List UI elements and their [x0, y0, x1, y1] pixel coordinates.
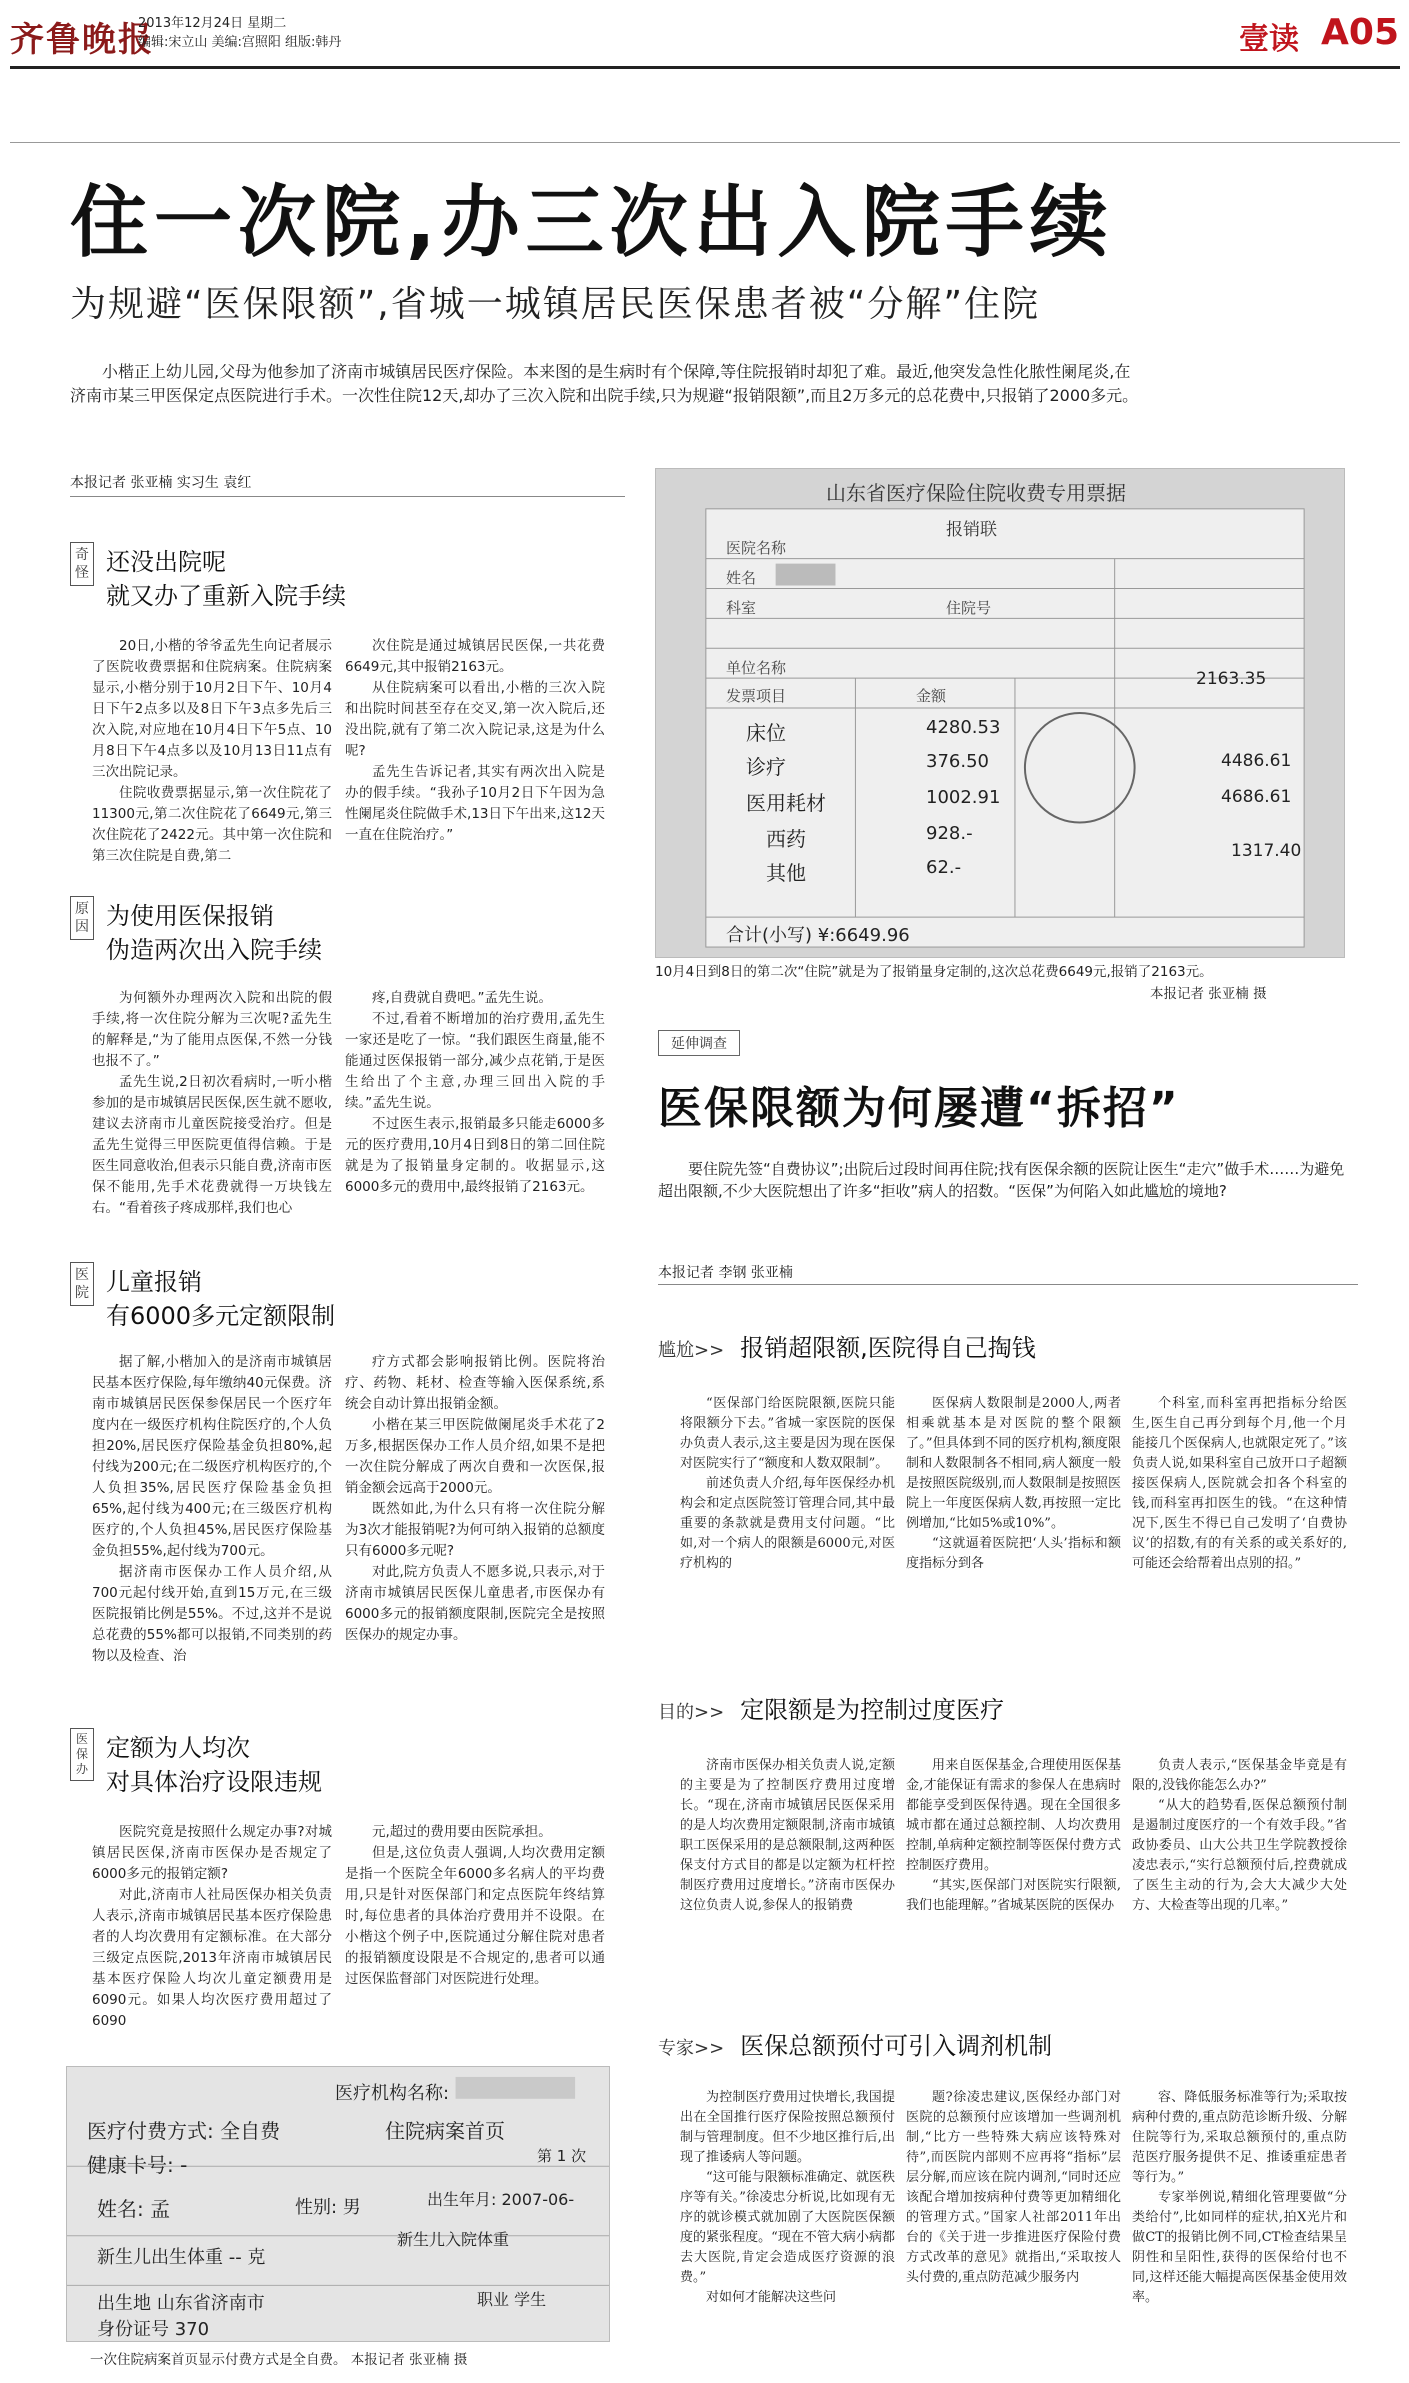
byline-left: 本报记者 张亚楠 实习生 袁红 — [70, 475, 252, 491]
receipt-item: 床位 — [746, 721, 786, 745]
subhead-tag: 医保办 — [70, 1728, 94, 1781]
paragraph: “其实,医保部门对医院实行限额,我们也能理解。”省城某医院的医保办 — [906, 1878, 1121, 1913]
record-field: 住院病案首页 — [385, 2119, 505, 2143]
paragraph: 医保病人数限制是2000人,两者相乘就基本是对医院的整个限额了。”但具体到不同的医疗机构,额度限制和人数限制各不相同,病人额度一般是按照医院级别,而人数限制是按照医院上一年度医保病人数,再按照一定比例增加,“比如5%或10%”。 — [906, 1396, 1121, 1531]
photo-credit: 本报记者 张亚楠 摄 — [1150, 986, 1267, 1002]
paragraph: 用来自医保基金,合理使用医保基金,才能保证有需求的参保人在患病时都能享受到医保待遇。现在全国很多城市都在通过总额控制、人均次费用控制,单病种定额控制等医保付费方式控制医疗费用。 — [906, 1758, 1121, 1873]
paragraph: 医院究竟是按照什么规定办事?对城镇居民医保,济南市医保办是否规定了6000多元的报销定额? — [92, 1824, 332, 1882]
paragraph: 对如何才能解决这些问 — [706, 2290, 837, 2305]
paragraph: “从大的趋势看,医保总额预付制是遏制过度医疗的一个有效手段。”省政协委员、山大公共卫生学院教授徐凌忠表示,“实行总额预付后,控费就成了医生主动的行为,会大大减少大处方、大检查等出现的几率。” — [1132, 1798, 1347, 1913]
receipt-photo — [655, 468, 1345, 958]
receipt-field: 住院号 — [946, 599, 992, 617]
receipt-field: 单位名称 — [726, 659, 787, 677]
receipt-item: 西药 — [766, 827, 806, 851]
body-column — [1132, 1394, 1347, 1654]
paragraph: 个科室,而科室再把指标分给医生,医生自己再分到每个月,他一个月能接几个医保病人,也就限定死了。”该负责人说,如果科室自己放开口子超额接医保病人,医院就会扣各个科室的钱,而科室再扣医生的钱。“在这种情况下,医生不得已自己发明了‘自费协议’的招数,有的有关系的或关系好的,可能还会给帮着出点别的招。” — [1132, 1396, 1347, 1571]
section-name: 壹读 — [1239, 22, 1299, 57]
body-column — [92, 1352, 332, 1722]
record-field: 第 1 次 — [537, 2147, 587, 2165]
body-column — [680, 1756, 895, 1996]
body-column — [92, 988, 332, 1248]
receipt-field: 科室 — [726, 599, 757, 617]
section-label: 专家>> — [658, 2038, 725, 2059]
paragraph: 不过,看着不断增加的治疗费用,孟先生一家还是吃了一惊。“我们跟医生商量,能不能通过医保报销一部分,减少点花销,于是医生给出了个主意,办理三回出入院的手续。”孟先生说。 — [345, 1011, 605, 1111]
paragraph: “医保部门给医院限额,医院只能将限额分下去。”省城一家医院的医保办负责人表示,这主要是因为现在医保对医院实行了“额度和人数双限制”。 — [680, 1396, 895, 1471]
subhead-line2: 就又办了重新入院手续 — [106, 582, 346, 610]
medical-record-photo — [66, 2066, 610, 2342]
record-field: 医疗付费方式: 全自费 — [87, 2119, 281, 2143]
story-headline: 医保限额为何屡遭“拆招” — [658, 1083, 1180, 1134]
byline-rule — [70, 496, 625, 497]
issue-meta — [138, 14, 341, 52]
paragraph: 次住院是通过城镇居民医保,一共花费6649元,其中报销2163元。 — [345, 638, 605, 675]
section-heading-2 — [658, 1690, 1004, 1725]
receipt-amount: 376.50 — [926, 751, 989, 772]
receipt-title: 山东省医疗保险住院收费专用票据 — [826, 481, 1126, 505]
record-field: 职业 学生 — [477, 2290, 547, 2309]
paragraph: 20日,小楷的爷爷孟先生向记者展示了医院收费票据和住院病案。住院病案显示,小楷分别于10月2日下午、10月4日下午2点多以及8日下午3点多先后三次入院,对应地在10月4日下午5点、10月8日下午4点多以及10月13日11点有三次出院记录。 — [92, 638, 332, 780]
byline-rule — [658, 1284, 1358, 1285]
record-field: 出生年月: 2007-06- — [427, 2190, 575, 2209]
paragraph: 据了解,小楷加入的是济南市城镇居民基本医疗保险,每年缴纳40元保费。济南市城镇居民医保参保居民一个医疗年度内在一级医疗机构住院医疗的,个人负担20%,居民医疗保险基金负担80%,起付线为200元;在二级医疗机构医疗的,个人负担35%,居民医疗保险基金负担65%,起付线为400元;在三级医疗机构医疗的,个人负担45%,居民医疗保险基金负担55%,起付线为700元。 — [92, 1354, 332, 1559]
paragraph: 负责人表示,“医保基金毕竟是有限的,没钱你能怎么办?” — [1132, 1758, 1347, 1793]
paragraph: 从住院病案可以看出,小楷的三次入院和出院时间甚至存在交叉,第一次入院后,还没出院,就有了第二次入院记录,这是为什么呢? — [345, 680, 605, 759]
story-lead: 要住院先签“自费协议”;出院后过段时间再住院;找有医保余额的医院让医生“走穴”做手术……为避免超出限额,不少大医院想出了许多“拒收”病人的招数。“医保”为何陷入如此尴尬的境地? — [658, 1160, 1345, 1200]
receipt-subtitle: 报销联 — [946, 520, 997, 540]
body-column — [1132, 2088, 1347, 2378]
receipt-field: 医院名称 — [726, 539, 787, 557]
record-field: 新生儿入院体重 — [397, 2230, 510, 2249]
body-column — [906, 2088, 1121, 2378]
record-field: 性别: 男 — [295, 2197, 361, 2218]
receipt-field: 金额 — [916, 687, 947, 705]
paragraph: “这就逼着医院把‘人头’指标和额度指标分到各 — [906, 1536, 1121, 1571]
paragraph: 不过医生表示,报销最多只能走6000多元的医疗费用,10月4日到8日的第二回住院就是为了报销量身定制的。收据显示,这6000多元的费用中,最终报销了2163元。 — [345, 1116, 605, 1195]
subhead-line1: 定额为人均次 — [106, 1734, 250, 1762]
record-field: 新生儿出生体重 -- 克 — [97, 2247, 266, 2268]
body-column — [906, 1756, 1121, 1996]
receipt-item: 医用耗材 — [746, 791, 826, 815]
paragraph: 题?徐凌忠建议,医保经办部门对医院的总额预付应该增加一些调剂机制,“比方一些特殊大病应该特殊对待”,而医院内部则不应再将“指标”层层分解,而应该在院内调剂,“同时还应该配合增加按病种付费等更加精细化的管理方式。”国家人社部2011年出台的《关于进一步推进医疗保险付费方式改革的意见》就指出,“采取按人头付费的,重点防范减少服务内 — [906, 2090, 1121, 2285]
receipt-amount: 4486.61 — [1221, 751, 1292, 771]
paragraph: 住院收费票据显示,第一次住院花了11300元,第二次住院花了6649元,第三次住院花了2422元。其中第一次住院和第三次住院是自费,第二 — [92, 785, 332, 864]
body-column — [92, 636, 332, 886]
receipt-field: 发票项目 — [726, 687, 787, 705]
subhead-tag: 原因 — [70, 896, 94, 940]
paragraph: 对此,院方负责人不愿多说,只表示,对于济南市城镇居民医保儿童患者,市医保办有6000多元的报销额度限制,医院完全是按照医保办的规定办事。 — [345, 1564, 605, 1643]
masthead-rule — [10, 66, 1400, 69]
paragraph: 小楷在某三甲医院做阑尾炎手术花了2万多,根据医保办工作人员介绍,如果不是把一次住院分解成了两次自费和一次医保,报销金额会远高于2000元。 — [345, 1417, 605, 1496]
paragraph: 对此,济南市人社局医保办相关负责人表示,济南市城镇居民基本医疗保险患者的人均次费用有定额标准。在大部分三级定点医院,2013年济南市城镇居民基本医疗保险人均次儿童定额费用是6090元。如果人均次医疗费用超过了6090 — [92, 1887, 332, 2029]
receipt-amount: 2163.35 — [1196, 669, 1267, 689]
section-heading-3 — [658, 2026, 1052, 2061]
section-text: 医保总额预付可引入调剂机制 — [740, 2032, 1053, 2060]
body-column — [1132, 1756, 1347, 1996]
receipt-total: 合计(小写) ¥:6649.96 — [726, 925, 910, 946]
masthead-rule-thin — [10, 142, 1400, 143]
section-text: 定限额是为控制过度医疗 — [740, 1696, 1005, 1724]
page-number: A05 — [1321, 12, 1399, 53]
paragraph: 疼,自费就自费吧。”孟先生说。 — [372, 990, 553, 1006]
paragraph: 据济南市医保办工作人员介绍,从700元起付线开始,直到15万元,在三级医院报销比例是55%。不过,这并不是说总花费的55%都可以报销,不同类别的药物以及检查、治 — [92, 1564, 332, 1664]
paragraph: 专家举例说,精细化管理要做“分类给付”,比如同样的症状,拍X光片和做CT的报销比例不同,CT检查结果呈阴性和呈阳性,获得的医保给付也不同,这样还能大幅提高医保基金使用效率。 — [1132, 2190, 1347, 2305]
record-field: 出生地 山东省济南市 — [97, 2293, 265, 2314]
body-column — [345, 988, 605, 1248]
subhead-line2: 伪造两次出入院手续 — [106, 936, 322, 964]
section-text: 报销超限额,医院得自己掏钱 — [740, 1334, 1036, 1362]
paragraph: 既然如此,为什么只有将一次住院分解为3次才能报销呢?为何可纳入报销的总额度只有6000多元呢? — [345, 1501, 605, 1559]
newspaper-logo: 齐鲁晚报 — [10, 20, 154, 60]
photo-caption: 10月4日到8日的第二次“住院”就是为了报销量身定制的,这次总花费6649元,报销了2163元。 — [655, 964, 1213, 980]
body-column — [680, 1394, 895, 1654]
receipt-amount: 4686.61 — [1221, 787, 1292, 807]
body-column — [906, 1394, 1121, 1654]
paragraph: 但是,这位负责人强调,人均次费用定额是指一个医院全年6000多名病人的平均费用,只是针对医保部门和定点医院年终结算时,每位患者的具体治疗费用并不设限。在小楷这个例子中,医院通过分解住院对患者的报销额度设限是不合规定的,患者可以通过医保监督部门对医院进行处理。 — [345, 1845, 605, 1987]
issue-editors: 编辑:宋立山 美编:宫照阳 组版:韩丹 — [138, 35, 342, 50]
body-column — [345, 1352, 605, 1722]
body-column — [680, 2088, 895, 2378]
record-field: 身份证号 370 — [97, 2319, 210, 2340]
receipt-amount: 928.- — [926, 823, 973, 844]
paragraph: 济南市医保办相关负责人说,定额的主要是为了控制医疗费用过度增长。“现在,济南市城镇居民医保采用的是人均次费用定额限制,济南市城镇职工医保采用的是总额限制,这两种医保支付方式目的都是以定额为杠杆控制医疗费用过度增长。”济南市医保办这位负责人说,参保人的报销费 — [680, 1758, 895, 1913]
issue-date: 2013年12月24日 星期二 — [138, 16, 287, 31]
body-column — [345, 636, 605, 886]
paragraph: 为控制医疗费用过快增长,我国提出在全国推行医疗保险按照总额预付制与管理制度。但不少地区推行后,出现了推诿病人等问题。 — [680, 2090, 895, 2165]
receipt-item: 诊疗 — [746, 755, 786, 779]
section-label: 目的>> — [658, 1702, 725, 1723]
section-tag: 延伸调查 — [658, 1030, 740, 1056]
paragraph: “这可能与限额标准确定、就医秩序等有关。”徐凌忠分析说,比如现有无序的就诊模式就加剧了大医院医保额度的紧张程度。“现在不管大病小病都去大医院,肯定会造成医疗资源的浪费。” — [680, 2170, 895, 2285]
paragraph: 孟先生说,2日初次看病时,一听小楷参加的是市城镇居民医保,医生就不愿收,建议去济南市儿童医院接受治疗。但是孟先生觉得三甲医院更值得信赖。于是医生同意收治,但表示只能自费,济南市医保不能用,先手术花费就得一万块钱左右。“看着孩子疼成那样,我们也心 — [92, 1074, 332, 1216]
subhead-tag: 奇怪 — [70, 542, 94, 586]
paragraph: 为何额外办理两次入院和出院的假手续,将一次住院分解为三次呢?孟先生的解释是,“为了能用点医保,不然一分钱也报不了。” — [92, 990, 332, 1069]
body-column — [92, 1822, 332, 2052]
paragraph: 元,超过的费用要由医院承担。 — [372, 1824, 552, 1840]
body-column — [345, 1822, 605, 2052]
section-heading-1 — [658, 1328, 1036, 1363]
subhead-line2: 对具体治疗设限违规 — [106, 1768, 322, 1796]
masthead — [0, 0, 1409, 72]
subhead-line1: 还没出院呢 — [106, 548, 226, 576]
paragraph: 容、降低服务标准等行为;采取按病种付费的,重点防范诊断升级、分解住院等行为,采取总额预付的,重点防范医疗服务提供不足、推诿重症患者等行为。” — [1132, 2090, 1347, 2185]
receipt-amount: 62.- — [926, 857, 962, 878]
receipt-amount: 4280.53 — [926, 717, 1001, 738]
subhead-line2: 有6000多元定额限制 — [106, 1302, 336, 1330]
receipt-field: 姓名 — [726, 569, 757, 587]
subhead-line1: 为使用医保报销 — [106, 902, 274, 930]
receipt-amount: 1317.40 — [1231, 841, 1302, 861]
subhead-line1: 儿童报销 — [106, 1268, 202, 1296]
lead-paragraph: 小楷正上幼儿园,父母为他参加了济南市城镇居民医疗保险。本来图的是生病时有个保障,等住院报销时却犯了难。最近,他突发急性化脓性阑尾炎,在济南市某三甲医保定点医院进行手术。一次性住院12天,却办了三次入院和出院手续,只为规避“报销限额”,而且2万多元的总花费中,只报销了2000多元。 — [70, 362, 1139, 405]
paragraph: 疗方式都会影响报销比例。医院将治疗、药物、耗材、检查等输入医保系统,系统会自动计算出报销金额。 — [345, 1354, 605, 1412]
sub-headline: 为规避“医保限额”,省城一城镇居民医保患者被“分解”住院 — [70, 284, 1041, 325]
record-field: 健康卡号: - — [87, 2153, 188, 2177]
record-field: 医疗机构名称: — [335, 2083, 450, 2104]
paragraph: 孟先生告诉记者,其实有两次出入院是办的假手续。“我孙子10月2日下午因为急性阑尾炎住院做手术,13日下午出来,这12天一直在住院治疗。” — [345, 764, 605, 843]
photo-caption: 一次住院病案首页显示付费方式是全自费。 本报记者 张亚楠 摄 — [90, 2352, 468, 2368]
byline-right: 本报记者 李钢 张亚楠 — [658, 1265, 793, 1281]
main-headline: 住一次院,办三次出入院手续 — [70, 178, 1114, 268]
record-field: 姓名: 孟 — [97, 2197, 171, 2221]
receipt-amount: 1002.91 — [926, 787, 1001, 808]
paragraph: 前述负责人介绍,每年医保经办机构会和定点医院签订管理合同,其中最重要的条款就是费用支付问题。“比如,对一个病人的限额是6000元,对医疗机构的 — [680, 1476, 895, 1571]
section-label: 尴尬>> — [658, 1340, 725, 1361]
subhead-tag: 医院 — [70, 1262, 94, 1306]
receipt-item: 其他 — [766, 861, 806, 885]
